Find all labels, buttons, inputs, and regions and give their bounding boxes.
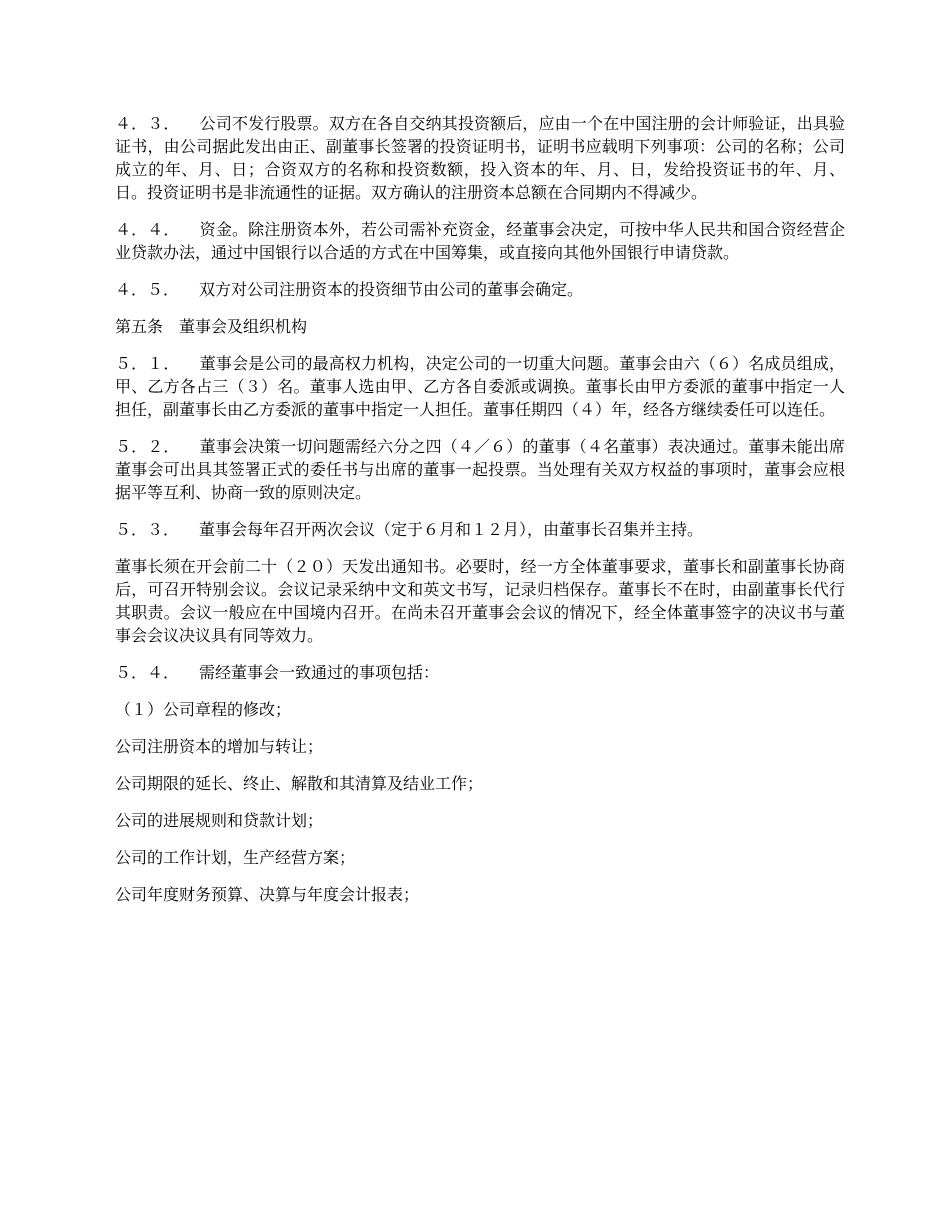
clause-number: ５．１． <box>115 354 180 373</box>
clause-number: ４．４． <box>115 220 180 239</box>
clause-number: ４．３． <box>115 114 180 133</box>
clause-number: ５．４． <box>115 663 180 682</box>
list-item-text: 公司年度财务预算、决算与年度会计报表； <box>115 885 420 904</box>
clause-number: ５．３． <box>115 520 180 539</box>
clause-text: 公司不发行股票。双方在各自交纳其投资额后，应由一个在中国注册的会计师验证，出具验证书，由公司据此发出由正、副董事长签署的投资证明书，证明书应载明下列事项：公司的名称；公司成立的年、月、日；合资双方的名称和投资数额，投入资本的年、月、日，发给投资证书的年、月、日。投资证明书是非流通性的证据。双方确认的注册资本总额在合同期内不得减少。 <box>115 114 845 202</box>
clause-text: 需经董事会一致通过的事项包括： <box>199 663 440 682</box>
document-body <box>115 112 845 920</box>
clause-4-5 <box>115 278 845 301</box>
clause-4-4 <box>115 218 845 264</box>
list-item <box>115 735 845 758</box>
list-item-text: 公司期限的延长、终止、解散和其清算及结业工作； <box>115 774 484 793</box>
clause-5-2 <box>115 435 845 504</box>
clause-text: 董事会决策一切问题需经六分之四（４／６）的董事（４名董事）表决通过。董事未能出席董事会可出具其签署正式的委任书与出席的董事一起投票。当处理有关双方权益的事项时，董事会应根据平等互利、协商一致的原则决定。 <box>115 437 845 502</box>
clause-5-1 <box>115 352 845 421</box>
list-item <box>115 883 845 906</box>
clause-4-3 <box>115 112 845 204</box>
list-item <box>115 772 845 795</box>
list-item <box>115 698 845 721</box>
article-title: 董事会及组织机构 <box>179 317 308 336</box>
list-item-text: 公司的工作计划，生产经营方案； <box>115 848 356 867</box>
list-item-text: 公司的进展规则和贷款计划； <box>115 811 324 830</box>
clause-5-3-continuation <box>115 555 845 647</box>
clause-text: 双方对公司注册资本的投资细节由公司的董事会确定。 <box>199 280 584 299</box>
article-number: 第五条 <box>115 317 164 336</box>
clause-number: ５．２． <box>115 437 180 456</box>
clause-text: 董事会每年召开两次会议（定于６月和１２月），由董事长召集并主持。 <box>199 520 704 539</box>
clause-text: 资金。除注册资本外，若公司需补充资金，经董事会决定，可按中华人民共和国合资经营企业贷款办法，通过中国银行以合适的方式在中国筹集，或直接向其他外国银行申请贷款。 <box>115 220 845 262</box>
clause-number: ４．５． <box>115 280 180 299</box>
list-item <box>115 846 845 869</box>
clause-5-3 <box>115 518 845 541</box>
list-item <box>115 809 845 832</box>
list-item-text: （１）公司章程的修改； <box>115 700 292 719</box>
list-item-text: 公司注册资本的增加与转让； <box>115 737 324 756</box>
clause-text: 董事长须在开会前二十（２０）天发出通知书。必要时，经一方全体董事要求，董事长和副董事长协商后，可召开特别会议。会议记录采纳中文和英文书写，记录归档保存。董事长不在时，由副董事长代行其职责。会议一般应在中国境内召开。在尚未召开董事会会议的情况下，经全体董事签字的决议书与董事会会议决议具有同等效力。 <box>115 557 845 645</box>
article-5-heading <box>115 315 845 338</box>
clause-5-4 <box>115 661 845 684</box>
clause-text: 董事会是公司的最高权力机构，决定公司的一切重大问题。董事会由六（６）名成员组成，甲、乙方各占三（３）名。董事人选由甲、乙方各自委派或调换。董事长由甲方委派的董事中指定一人担任，副董事长由乙方委派的董事中指定一人担任。董事任期四（４）年，经各方继续委任可以连任。 <box>115 354 845 419</box>
